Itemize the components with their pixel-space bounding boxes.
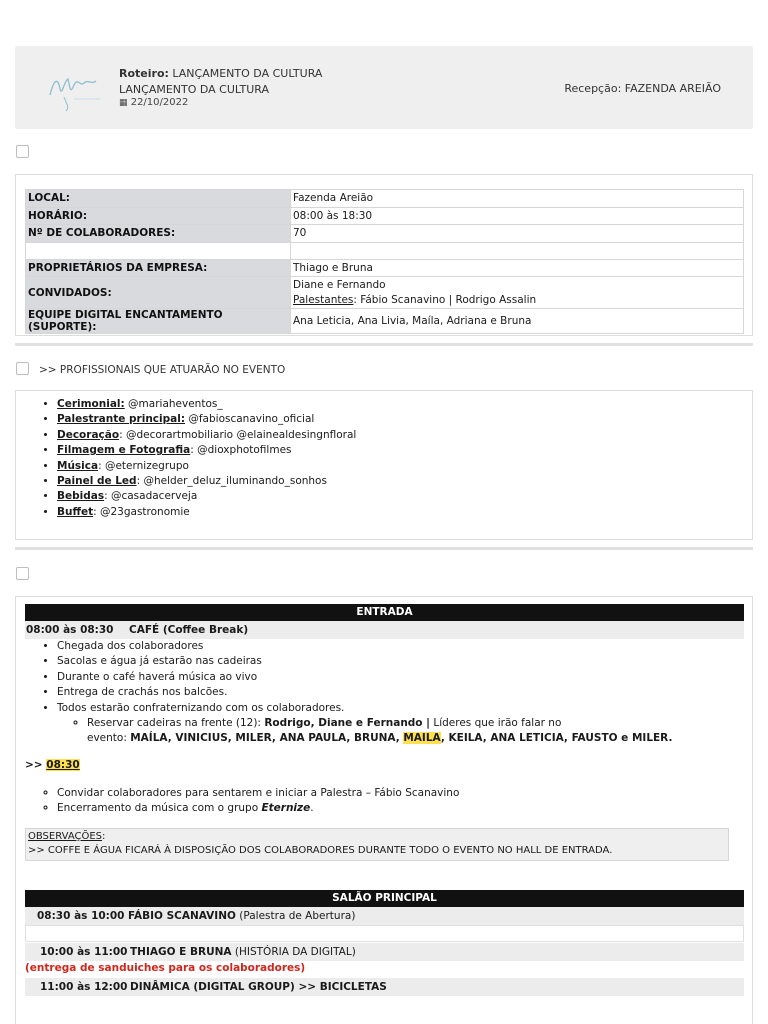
list-item: • Durante o café haverá música ao vivo — [57, 670, 740, 685]
role-label: Painel de Led — [57, 475, 137, 488]
time-prefix: >> — [25, 759, 47, 771]
team-value: Ana Leticia, Ana Livia, Maíla, Adriana e Bruna — [291, 309, 744, 334]
salao-header: SALÃO PRINCIPAL — [25, 890, 744, 907]
table-row — [26, 225, 744, 243]
roteiro-label: Roteiro: — [119, 67, 169, 80]
slot1-row — [25, 907, 744, 925]
sandwich-note: (entrega de sanduiches para os colaboradores) — [25, 962, 306, 974]
team-label: EQUIPE DIGITAL ENCANTAMENTO (SUPORTE): — [26, 309, 291, 334]
reserve-prefix: Reservar cadeiras na frente (12): — [87, 717, 265, 729]
list-item: • Sacolas e água já estarão nas cadeiras — [57, 654, 740, 669]
roteiro-line — [119, 67, 322, 80]
cafe-title: CAFÉ (Coffee Break) — [129, 624, 249, 636]
section-divider — [15, 547, 753, 550]
reserve-line2-prefix: evento: — [87, 732, 131, 745]
role-value: : @decorartmobiliario @elainealdesingnfloral — [119, 428, 357, 441]
guests-label: CONVIDADOS: — [26, 277, 291, 309]
slot3-title: DINÂMICA (DIGITAL GROUP) >> BICICLETAS — [130, 981, 387, 993]
list-item: ◦ Convidar colaboradores para sentarem e iniciar a Palestra – Fábio Scanavino — [57, 786, 736, 801]
slot3-row — [25, 978, 744, 996]
list-item: • Chegada dos colaboradores — [57, 639, 740, 654]
horario-label: HORÁRIO: — [26, 207, 291, 225]
leaders-b: , KEILA, ANA LETICIA, FAUSTO e MILER. — [440, 732, 673, 745]
list-item — [57, 489, 740, 504]
reserve-list — [26, 716, 726, 747]
slot1-title: FÁBIO SCANAVINO — [128, 910, 236, 922]
list-item — [57, 397, 740, 412]
obs-text: >> COFFE E ÁGUA FICARÁ À DISPOSIÇÃO DOS COLABORADORES DURANTE TODO O EVENTO NO HALL DE ENTRADA. — [28, 845, 613, 856]
band-name: Eternize — [261, 802, 311, 815]
role-value: : @23gastronomie — [93, 505, 190, 518]
table-row — [26, 277, 744, 309]
list-item — [57, 474, 740, 489]
slot2-sub: (HISTÓRIA DA DIGITAL) — [231, 946, 356, 958]
list-item: • Todos estarão confraternizando com os colaboradores. — [57, 701, 740, 716]
table-row — [26, 259, 744, 277]
speakers-label: Palestantes — [293, 293, 354, 306]
brand-logo-icon — [44, 67, 104, 113]
obs-label-line — [28, 830, 726, 844]
event-info-table — [25, 189, 744, 334]
list-item — [57, 459, 740, 474]
slot2-row — [25, 943, 744, 961]
empty-cell — [291, 242, 744, 259]
role-value: : @eternizegrupo — [98, 459, 189, 472]
role-label: Filmagem e Fotografia — [57, 444, 191, 457]
roteiro-value: LANÇAMENTO DA CULTURA — [172, 67, 323, 80]
speakers-value: : Fábio Scanavino | Rodrigo Assalin — [353, 293, 537, 306]
item-prefix: Encerramento da música com o grupo — [57, 802, 262, 815]
colab-label: Nº DE COLABORADORES: — [26, 225, 291, 243]
slot3-time: 11:00 às 12:00 — [40, 981, 128, 993]
list-item — [87, 716, 726, 747]
role-value: : @helder_deluz_iluminando_sonhos — [136, 475, 327, 488]
guests-value — [291, 277, 744, 309]
item-suffix: . — [310, 802, 314, 815]
date-line — [119, 97, 188, 108]
role-label: Cerimonial: — [57, 398, 125, 410]
obs-colon: : — [102, 831, 106, 842]
cafe-row — [25, 621, 744, 639]
list-item — [57, 443, 740, 458]
calendar-icon: ▦ — [119, 98, 128, 108]
role-label: Buffet — [57, 505, 94, 518]
slot2-title: THIAGO E BRUNA — [130, 946, 232, 958]
cafe-list — [0, 639, 740, 716]
role-label: Bebidas — [57, 490, 105, 503]
local-value: Fazenda Areião — [291, 190, 744, 208]
role-label: Música — [57, 459, 99, 472]
owners-label: PROPRIETÁRIOS DA EMPRESA: — [26, 259, 291, 277]
reserve-names: Rodrigo, Diane e Fernando | — [264, 717, 431, 729]
list-item — [57, 412, 740, 427]
owners-value: Thiago e Bruna — [291, 259, 744, 277]
slot2-time: 10:00 às 11:00 — [40, 946, 128, 958]
table-row — [26, 190, 744, 208]
section-checkbox[interactable] — [16, 145, 29, 158]
section-checkbox[interactable] — [16, 362, 29, 375]
role-label: Palestrante principal: — [57, 413, 186, 426]
reserve-suffix: Líderes que irão falar no — [430, 717, 562, 729]
leaders-a: MAÍLA, VINICIUS, MILER, ANA PAULA, BRUNA, — [130, 732, 404, 745]
table-row — [26, 242, 744, 259]
role-value: @mariaheventos_ — [124, 398, 223, 410]
role-value: : @casadacerveja — [104, 490, 198, 503]
guests-value-line2 — [293, 293, 741, 308]
slot1-time: 08:30 às 10:00 — [37, 910, 125, 922]
leaders-highlight: MAILA — [403, 732, 441, 745]
830-list — [0, 786, 736, 817]
table-row — [26, 207, 744, 225]
event-date: 22/10/2022 — [130, 97, 189, 108]
cafe-time: 08:00 às 08:30 — [26, 624, 114, 636]
time-830: 08:30 — [46, 759, 80, 771]
section-checkbox[interactable] — [16, 567, 29, 580]
entrada-header: ENTRADA — [25, 604, 744, 621]
slot1-sub: (Palestra de Abertura) — [235, 910, 356, 922]
list-item — [57, 428, 740, 443]
empty-row — [25, 925, 744, 942]
obs-label: OBSERVAÇÕES — [28, 831, 103, 842]
professionals-list — [0, 397, 740, 520]
guests-value-line1: Diane e Fernando — [293, 278, 386, 291]
reception-label: Recepção: FAZENDA AREIÃO — [564, 82, 721, 95]
horario-value: 08:00 às 18:30 — [291, 207, 744, 225]
role-value: @fabioscanavino_oficial — [185, 413, 315, 426]
colab-value: 70 — [291, 225, 744, 243]
role-label: Decoração — [57, 428, 120, 441]
empty-cell — [26, 242, 291, 259]
list-item — [57, 505, 740, 520]
observations-box — [25, 828, 729, 861]
subtitle: LANÇAMENTO DA CULTURA — [119, 83, 270, 96]
time-830-line — [25, 759, 80, 771]
local-label: LOCAL: — [26, 190, 291, 208]
list-item: • Entrega de crachás nos balcões. — [57, 685, 740, 700]
table-row — [26, 309, 744, 334]
professionals-title: >> PROFISSIONAIS QUE ATUARÃO NO EVENTO — [39, 364, 286, 376]
list-item — [57, 801, 736, 816]
role-value: : @dioxphotofilmes — [190, 444, 292, 457]
section-divider — [15, 343, 753, 346]
